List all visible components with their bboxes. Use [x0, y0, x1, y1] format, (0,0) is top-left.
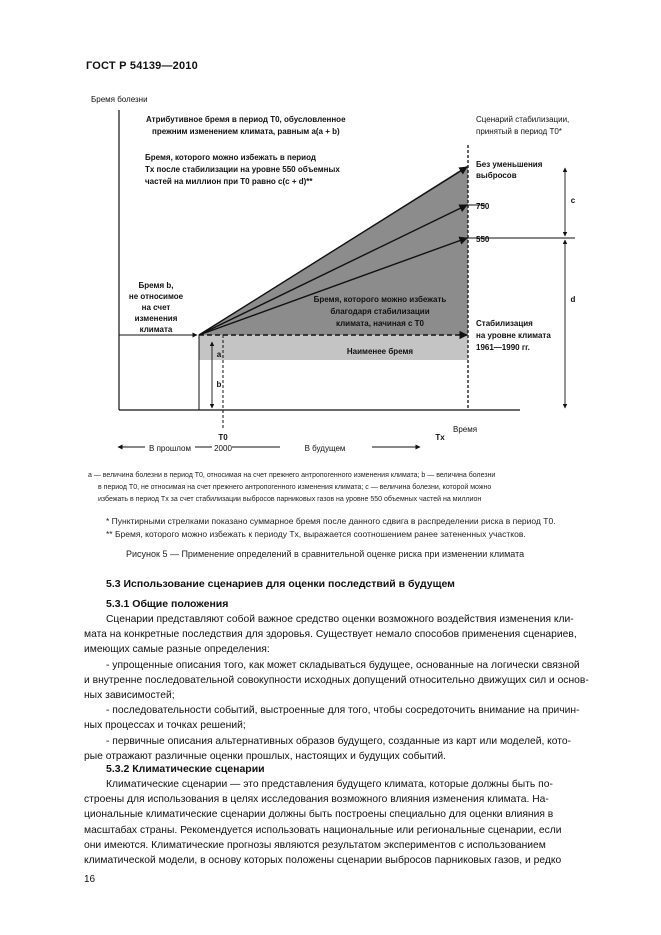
avoid-line3: климата, начиная с T0	[336, 319, 424, 328]
stab-line3: 1961—1990 гг.	[476, 343, 530, 352]
level-750-label: 750	[476, 202, 490, 211]
axis-2000-label: 2000	[214, 444, 232, 453]
tx-label-line2: Tx после стабилизации на уровне 550 объемных	[145, 165, 340, 174]
paragraph-line: климатической модели, в основу которых положены сценарии выбросов парниковых газов, и редко	[84, 855, 562, 867]
bullet-line: - первичные описания альтернативных образов будущего, созданные из карт или моделей, кото-	[106, 735, 572, 747]
footnote-2: ** Бремя, которого можно избежать к периоду Tx, выражается соотношением ранее затененных участков.	[106, 529, 526, 539]
bullet-line: ных процессах и точках решений;	[84, 720, 246, 732]
figure-caption: Рисунок 5 — Применение определений в сравнительной оценке риска при изменении климата	[126, 549, 525, 559]
letter-a: a	[216, 350, 222, 359]
paragraph-line: мата на конкретные последствия для здоровья. Существует немало способов применения сценариев,	[84, 629, 577, 641]
figure-notes	[88, 470, 608, 506]
letter-c: c	[570, 196, 576, 205]
paragraph-line: циональные климатические сценарии должны быть построены специально для оценки влияния в	[84, 809, 554, 821]
stab-line1: Стабилизация	[476, 319, 533, 328]
note-line3: избежать в период Tx за счет стабилизации выбросов парниковых газов на уровне 550 объемных частей на миллион	[98, 496, 482, 503]
tx-label-line1: Бремя, которого можно избежать в период	[145, 153, 316, 162]
y-axis-label: Бремя болезни	[91, 95, 148, 104]
section-5-3-2-heading: 5.3.2 Климатические сценарии	[106, 763, 265, 775]
top-label-line2: прежним изменением климата, равным a(a + b)	[152, 127, 340, 136]
paragraph-line: масштабах страны. Рекомендуется использовать национальные или региональные сценарии, если	[84, 824, 562, 836]
left-box-line5: климата	[139, 325, 173, 334]
body-text-general	[84, 612, 616, 764]
no-reduction-line1: Без уменьшения	[476, 160, 543, 169]
right-header-line2: принятый в период T0*	[476, 127, 562, 136]
stab-line2: на уровне климата	[476, 331, 551, 340]
minimal-burden-band	[199, 335, 468, 360]
letter-b: b	[216, 380, 222, 389]
letter-d: d	[570, 295, 576, 304]
footnote-1: * Пунктирными стрелками показано суммарное бремя после данного сдвига в распределении риска в период T0.	[106, 516, 556, 526]
left-box-line2: не относимое	[128, 292, 184, 301]
right-header-line1: Сценарий стабилизации,	[476, 115, 570, 124]
top-label-line1: Атрибутивное бремя в период T0, обусловленное	[146, 115, 346, 124]
left-box-line4: изменения	[134, 314, 178, 323]
bullet-line: - упрощенные описания того, как может складываться будущее, основанные на логически связной	[106, 659, 580, 671]
paragraph-line: Сценарии представляют собой важное средство оценки возможного воздействия изменения кли-	[106, 614, 574, 625]
no-reduction-line2: выбросов	[476, 171, 517, 180]
body-text-climate	[84, 777, 616, 868]
future-label: В будущем	[304, 444, 346, 453]
axis-t0-label: T0	[218, 433, 228, 442]
bullet-line: и внутренне последовательной совокупности исходных допущений относительно движущих сил и основ-	[84, 674, 589, 686]
section-5-3-1-heading: 5.3.1 Общие положения	[106, 598, 229, 610]
paragraph-line: строены для использования в целях исследования возможного влияния изменения климата. На-	[84, 794, 549, 806]
paragraph-line: Климатические сценарии — это представления будущего климата, которые должны быть по-	[106, 779, 553, 790]
bullet-line: ных зависимостей;	[84, 690, 175, 702]
avoid-line1: Бремя, которого можно избежать	[313, 295, 447, 304]
document-header: ГОСТ Р 54139—2010	[86, 60, 198, 72]
past-label: В прошлом	[149, 444, 191, 453]
paragraph-line: они имеются. Климатические прогнозы являются результатом экспериментов с использованием	[84, 839, 546, 851]
paragraph-line: имеющих самые разные определения:	[84, 644, 270, 656]
tx-label-line3: частей на миллион при T0 равно c(c + d)**	[145, 177, 313, 186]
min-burden-label: Наименее бремя	[346, 347, 414, 356]
bullet-line: рые отражают различные оценки прошлых, настоящих и будущих событий.	[84, 750, 446, 762]
section-5-3-heading: 5.3 Использование сценариев для оценки последствий в будущем	[106, 578, 455, 590]
level-550-label: 550	[476, 235, 490, 244]
left-box-line3: на счет	[141, 303, 171, 312]
note-line2: в период T0, не относимая на счет прежнего антропогенного изменения климата; c — величина болезни, которой можно	[98, 484, 492, 491]
footnotes	[106, 515, 626, 541]
bullet-line: - последовательности событий, выстроенные для того, чтобы сосредоточить внимание на причин-	[106, 705, 580, 717]
avoid-line2: благодаря стабилизации	[330, 307, 430, 316]
axis-tx-label: Tx	[435, 433, 445, 442]
axis-time-label: Время	[453, 425, 478, 434]
note-line1: a — величина болезни в период T0, относимая на счет прежнего антропогенного изменения климата; b — величина болезни	[88, 472, 496, 479]
left-box-line1: Бремя b,	[138, 281, 174, 290]
page-number: 16	[84, 874, 96, 885]
